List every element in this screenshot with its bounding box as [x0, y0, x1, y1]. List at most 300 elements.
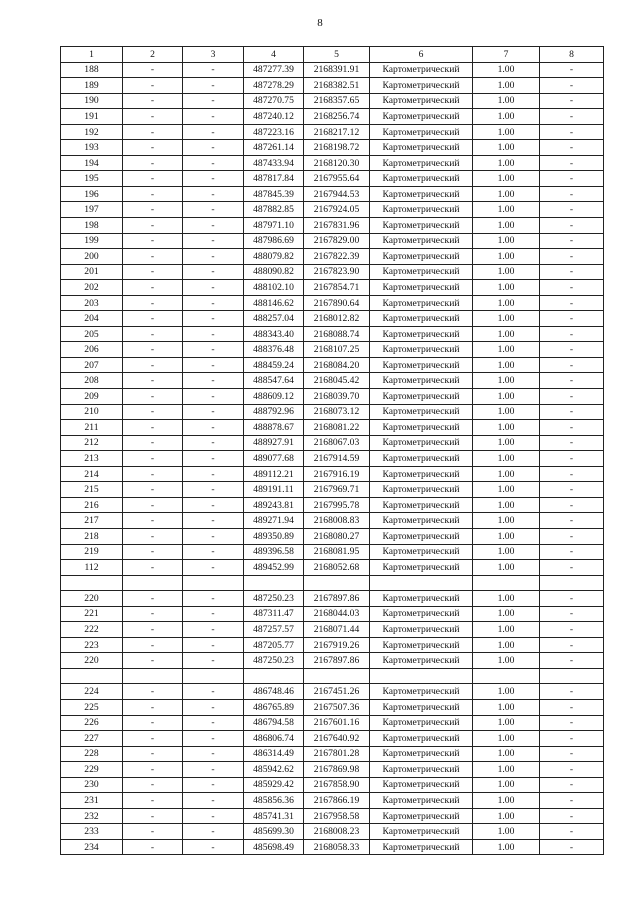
table-row [61, 668, 604, 684]
table-cell: Картометрический [370, 62, 473, 78]
table-cell: 193 [61, 140, 123, 156]
table-cell: 208 [61, 373, 123, 389]
table-cell: 229 [61, 762, 123, 778]
table-cell: 218 [61, 528, 123, 544]
table-cell: 1.00 [473, 264, 540, 280]
table-cell [473, 575, 540, 591]
table-cell: - [540, 653, 604, 669]
table-cell: 1.00 [473, 186, 540, 202]
column-header: 5 [304, 47, 370, 63]
table-cell: - [540, 513, 604, 529]
table-row [61, 762, 604, 778]
table-cell: 226 [61, 715, 123, 731]
table-cell: Картометрический [370, 684, 473, 700]
table-cell: 1.00 [473, 606, 540, 622]
column-header: 4 [244, 47, 304, 63]
table-cell: - [123, 591, 183, 607]
table-cell: - [183, 793, 244, 809]
table-row [61, 466, 604, 482]
table-cell: 1.00 [473, 62, 540, 78]
table-cell: - [540, 78, 604, 94]
table-row [61, 249, 604, 265]
table-cell: 2167969.71 [304, 482, 370, 498]
table-cell: - [183, 560, 244, 576]
table-cell: - [183, 497, 244, 513]
table-cell: Картометрический [370, 342, 473, 358]
table-cell: 212 [61, 435, 123, 451]
table-cell: Картометрический [370, 466, 473, 482]
table-cell: 487986.69 [244, 233, 304, 249]
table-cell: - [183, 109, 244, 125]
table-cell: - [123, 264, 183, 280]
table-cell: - [123, 109, 183, 125]
table-cell: Картометрический [370, 762, 473, 778]
table-cell: Картометрический [370, 357, 473, 373]
table-cell: 1.00 [473, 793, 540, 809]
table-cell: 224 [61, 684, 123, 700]
table-cell: 2167601.16 [304, 715, 370, 731]
table-cell: - [183, 684, 244, 700]
table-cell: - [183, 777, 244, 793]
table-cell: 1.00 [473, 311, 540, 327]
table-cell: - [123, 357, 183, 373]
table-row [61, 560, 604, 576]
table-cell: - [183, 78, 244, 94]
table-cell: 1.00 [473, 513, 540, 529]
table-cell: Картометрический [370, 731, 473, 747]
table-cell: 2167955.64 [304, 171, 370, 187]
table-cell: 2167924.05 [304, 202, 370, 218]
table-cell: 2167914.59 [304, 451, 370, 467]
table-cell: 219 [61, 544, 123, 560]
table-row [61, 591, 604, 607]
table-cell: 217 [61, 513, 123, 529]
table-cell: 2167995.78 [304, 497, 370, 513]
table-cell: 488609.12 [244, 389, 304, 405]
table-row [61, 109, 604, 125]
table-cell: Картометрический [370, 295, 473, 311]
table-row [61, 575, 604, 591]
table-cell: 189 [61, 78, 123, 94]
table-cell: - [183, 218, 244, 234]
table-cell: 1.00 [473, 777, 540, 793]
table-cell: 222 [61, 622, 123, 638]
table-row [61, 513, 604, 529]
table-cell: - [123, 824, 183, 840]
table-cell: Картометрический [370, 777, 473, 793]
table-cell: 2167919.26 [304, 637, 370, 653]
table-cell: - [540, 218, 604, 234]
table-cell: Картометрический [370, 451, 473, 467]
table-cell: - [540, 202, 604, 218]
table-cell: 213 [61, 451, 123, 467]
table-row [61, 746, 604, 762]
table-cell: - [123, 171, 183, 187]
table-cell: - [183, 280, 244, 296]
table-cell: 2168256.74 [304, 109, 370, 125]
table-cell: 1.00 [473, 591, 540, 607]
table-cell: Картометрический [370, 218, 473, 234]
table-cell: - [123, 637, 183, 653]
table-cell: - [183, 295, 244, 311]
table-cell: 1.00 [473, 637, 540, 653]
table-cell: - [540, 124, 604, 140]
table-cell: - [123, 528, 183, 544]
table-cell: - [183, 233, 244, 249]
table-cell: 215 [61, 482, 123, 498]
table-cell: - [540, 731, 604, 747]
table-cell [304, 575, 370, 591]
table-cell: - [183, 762, 244, 778]
table-cell: - [183, 637, 244, 653]
table-cell: Картометрический [370, 606, 473, 622]
table-row [61, 357, 604, 373]
table-cell: - [183, 513, 244, 529]
table-row [61, 186, 604, 202]
table-cell: - [123, 404, 183, 420]
table-cell: - [123, 155, 183, 171]
table-cell: 1.00 [473, 762, 540, 778]
table-cell: - [123, 560, 183, 576]
table-cell: - [183, 528, 244, 544]
column-header: 7 [473, 47, 540, 63]
table-cell: - [123, 326, 183, 342]
table-cell: 1.00 [473, 824, 540, 840]
table-cell: Картометрический [370, 808, 473, 824]
table-cell: 1.00 [473, 839, 540, 855]
table-cell: 2167897.86 [304, 591, 370, 607]
table-cell: 234 [61, 839, 123, 855]
table-row [61, 420, 604, 436]
table-cell: 486748.46 [244, 684, 304, 700]
table-cell: Картометрический [370, 202, 473, 218]
table-cell: 2167866.19 [304, 793, 370, 809]
table-row [61, 326, 604, 342]
table-cell: - [183, 342, 244, 358]
table-cell: 2168107.25 [304, 342, 370, 358]
table-row [61, 93, 604, 109]
table-cell: 2168081.22 [304, 420, 370, 436]
table-cell: 233 [61, 824, 123, 840]
table-cell: - [540, 746, 604, 762]
table-cell: 2168008.83 [304, 513, 370, 529]
table-cell: - [123, 497, 183, 513]
table-cell: 1.00 [473, 497, 540, 513]
table-cell: - [183, 124, 244, 140]
table-cell: 206 [61, 342, 123, 358]
table-cell: 194 [61, 155, 123, 171]
table-cell: 1.00 [473, 622, 540, 638]
table-cell: - [183, 451, 244, 467]
table-cell: - [123, 622, 183, 638]
table-cell: - [123, 311, 183, 327]
table-cell [61, 668, 123, 684]
table-row [61, 373, 604, 389]
table-cell: 220 [61, 653, 123, 669]
table-cell: Картометрический [370, 622, 473, 638]
table-cell: - [123, 420, 183, 436]
table-cell: - [123, 202, 183, 218]
table-cell: - [540, 404, 604, 420]
table-row [61, 78, 604, 94]
table-row [61, 218, 604, 234]
table-cell: 488459.24 [244, 357, 304, 373]
table-cell: 489350.89 [244, 528, 304, 544]
table-cell: - [540, 808, 604, 824]
table-cell: - [123, 186, 183, 202]
table-cell: 1.00 [473, 326, 540, 342]
table-cell: - [183, 482, 244, 498]
table-cell: 488547.64 [244, 373, 304, 389]
table-cell: 1.00 [473, 93, 540, 109]
table-cell: 2168045.42 [304, 373, 370, 389]
table-cell: - [183, 326, 244, 342]
table-cell: Картометрический [370, 637, 473, 653]
table-cell: - [540, 528, 604, 544]
table-row [61, 544, 604, 560]
table-cell: Картометрический [370, 591, 473, 607]
table-cell: 489077.68 [244, 451, 304, 467]
table-cell: Картометрический [370, 264, 473, 280]
table-row [61, 124, 604, 140]
table-row [61, 699, 604, 715]
table-cell: - [540, 295, 604, 311]
table-cell: - [540, 684, 604, 700]
table-row [61, 264, 604, 280]
table-cell: 1.00 [473, 560, 540, 576]
table-cell: - [540, 435, 604, 451]
table-cell: 1.00 [473, 280, 540, 296]
table-cell: - [123, 451, 183, 467]
table-row [61, 435, 604, 451]
table-cell: - [123, 793, 183, 809]
table-cell: - [183, 699, 244, 715]
table-cell: 112 [61, 560, 123, 576]
table-row [61, 295, 604, 311]
table-cell: - [183, 653, 244, 669]
table-cell: 1.00 [473, 218, 540, 234]
table-cell: 2168039.70 [304, 389, 370, 405]
table-cell: 1.00 [473, 528, 540, 544]
table-cell: 2167507.36 [304, 699, 370, 715]
table-cell: 2167858.90 [304, 777, 370, 793]
table-row [61, 233, 604, 249]
table-row [61, 497, 604, 513]
table-cell: 230 [61, 777, 123, 793]
table-cell: 487250.23 [244, 653, 304, 669]
table-cell: - [183, 186, 244, 202]
table-cell: 487311.47 [244, 606, 304, 622]
table-cell: 2168084.20 [304, 357, 370, 373]
table-cell: 489191.11 [244, 482, 304, 498]
table-cell: - [123, 249, 183, 265]
table-cell: 209 [61, 389, 123, 405]
table-cell: 1.00 [473, 78, 540, 94]
table-cell: Картометрический [370, 140, 473, 156]
table-row [61, 839, 604, 855]
table-cell: 2168357.65 [304, 93, 370, 109]
table-cell: 2168382.51 [304, 78, 370, 94]
table-cell: - [123, 839, 183, 855]
table-cell: - [123, 684, 183, 700]
table-cell: 195 [61, 171, 123, 187]
table-cell: Картометрический [370, 109, 473, 125]
table-row [61, 202, 604, 218]
table-cell: - [123, 389, 183, 405]
table-cell: - [540, 109, 604, 125]
table-cell: - [540, 544, 604, 560]
table-cell: 1.00 [473, 171, 540, 187]
table-cell: 2167890.64 [304, 295, 370, 311]
table-cell: 1.00 [473, 808, 540, 824]
table-cell: - [540, 280, 604, 296]
table-cell: - [123, 606, 183, 622]
table-cell: Картометрический [370, 824, 473, 840]
table-cell: 2167944.53 [304, 186, 370, 202]
table-cell: 231 [61, 793, 123, 809]
coordinates-table [60, 46, 604, 855]
table-cell: - [183, 404, 244, 420]
table-cell: - [123, 715, 183, 731]
table-cell: - [540, 824, 604, 840]
table-row [61, 171, 604, 187]
table-cell: - [540, 420, 604, 436]
table-cell: - [183, 62, 244, 78]
table-header-row [61, 47, 604, 63]
table-cell: - [123, 466, 183, 482]
table-row [61, 777, 604, 793]
table-cell: 2168080.27 [304, 528, 370, 544]
table-cell: Картометрический [370, 528, 473, 544]
table-cell: 2167854.71 [304, 280, 370, 296]
table-cell: - [123, 218, 183, 234]
table-cell: 2167801.28 [304, 746, 370, 762]
table-cell: 489112.21 [244, 466, 304, 482]
table-cell: - [123, 233, 183, 249]
table-cell: 2168058.33 [304, 839, 370, 855]
table-cell: 2167869.98 [304, 762, 370, 778]
table-cell: 192 [61, 124, 123, 140]
table-cell: - [123, 62, 183, 78]
table-cell: 202 [61, 280, 123, 296]
table-cell: - [540, 326, 604, 342]
table-cell: - [123, 762, 183, 778]
table-cell: - [123, 513, 183, 529]
table-cell: 1.00 [473, 482, 540, 498]
table-cell: - [183, 93, 244, 109]
table-cell: - [540, 839, 604, 855]
table-cell: 1.00 [473, 233, 540, 249]
table-cell: - [540, 311, 604, 327]
table-row [61, 482, 604, 498]
table-cell: 227 [61, 731, 123, 747]
table-row [61, 637, 604, 653]
table-cell: 2167831.96 [304, 218, 370, 234]
table-row [61, 451, 604, 467]
table-cell: - [183, 140, 244, 156]
table-cell: 2167640.92 [304, 731, 370, 747]
table-cell [61, 575, 123, 591]
table-cell: - [540, 249, 604, 265]
table-cell: Картометрический [370, 78, 473, 94]
table-row [61, 280, 604, 296]
table-cell: 487250.23 [244, 591, 304, 607]
table-cell: 198 [61, 218, 123, 234]
table-cell: - [540, 140, 604, 156]
table-cell: - [540, 606, 604, 622]
table-cell: Картометрический [370, 93, 473, 109]
table-cell: 486765.89 [244, 699, 304, 715]
table-cell: - [540, 62, 604, 78]
table-cell: Картометрический [370, 715, 473, 731]
table-cell: 1.00 [473, 109, 540, 125]
table-cell: - [540, 171, 604, 187]
table-cell: 1.00 [473, 155, 540, 171]
table-cell: Картометрический [370, 249, 473, 265]
table-cell: 485699.30 [244, 824, 304, 840]
column-header: 2 [123, 47, 183, 63]
table-cell: Картометрический [370, 746, 473, 762]
table-cell: 486794.58 [244, 715, 304, 731]
table-cell: - [123, 746, 183, 762]
table-cell: - [183, 606, 244, 622]
table-cell: - [540, 451, 604, 467]
table-cell: - [540, 233, 604, 249]
table-cell: 196 [61, 186, 123, 202]
table-cell: - [123, 373, 183, 389]
table-cell: - [540, 357, 604, 373]
table-cell: 1.00 [473, 357, 540, 373]
table-row [61, 731, 604, 747]
table-cell: 228 [61, 746, 123, 762]
table-cell: 487433.94 [244, 155, 304, 171]
table-cell: 2168081.95 [304, 544, 370, 560]
table-row [61, 715, 604, 731]
table-cell: 203 [61, 295, 123, 311]
table-row [61, 653, 604, 669]
table-cell: - [183, 155, 244, 171]
table-cell: Картометрический [370, 839, 473, 855]
table-cell: Картометрический [370, 482, 473, 498]
table-cell: 204 [61, 311, 123, 327]
table-cell: 488090.82 [244, 264, 304, 280]
table-row [61, 793, 604, 809]
table-cell: 1.00 [473, 249, 540, 265]
table-cell [244, 575, 304, 591]
table-cell: 487882.85 [244, 202, 304, 218]
table-cell: 489452.99 [244, 560, 304, 576]
table-cell: 2167822.39 [304, 249, 370, 265]
table-cell: Картометрический [370, 435, 473, 451]
table-cell: - [540, 186, 604, 202]
table-cell: - [123, 140, 183, 156]
table-cell: - [123, 93, 183, 109]
table-cell [183, 575, 244, 591]
table-cell: 190 [61, 93, 123, 109]
table-cell: Картометрический [370, 497, 473, 513]
table-cell: 1.00 [473, 124, 540, 140]
column-header: 3 [183, 47, 244, 63]
table-cell: 487817.84 [244, 171, 304, 187]
table-cell: - [540, 93, 604, 109]
table-cell: - [183, 202, 244, 218]
table-cell: 488146.62 [244, 295, 304, 311]
table-cell: Картометрический [370, 513, 473, 529]
table-cell: 486806.74 [244, 731, 304, 747]
table-cell: Картометрический [370, 544, 473, 560]
table-cell: - [540, 389, 604, 405]
table-cell: 1.00 [473, 202, 540, 218]
